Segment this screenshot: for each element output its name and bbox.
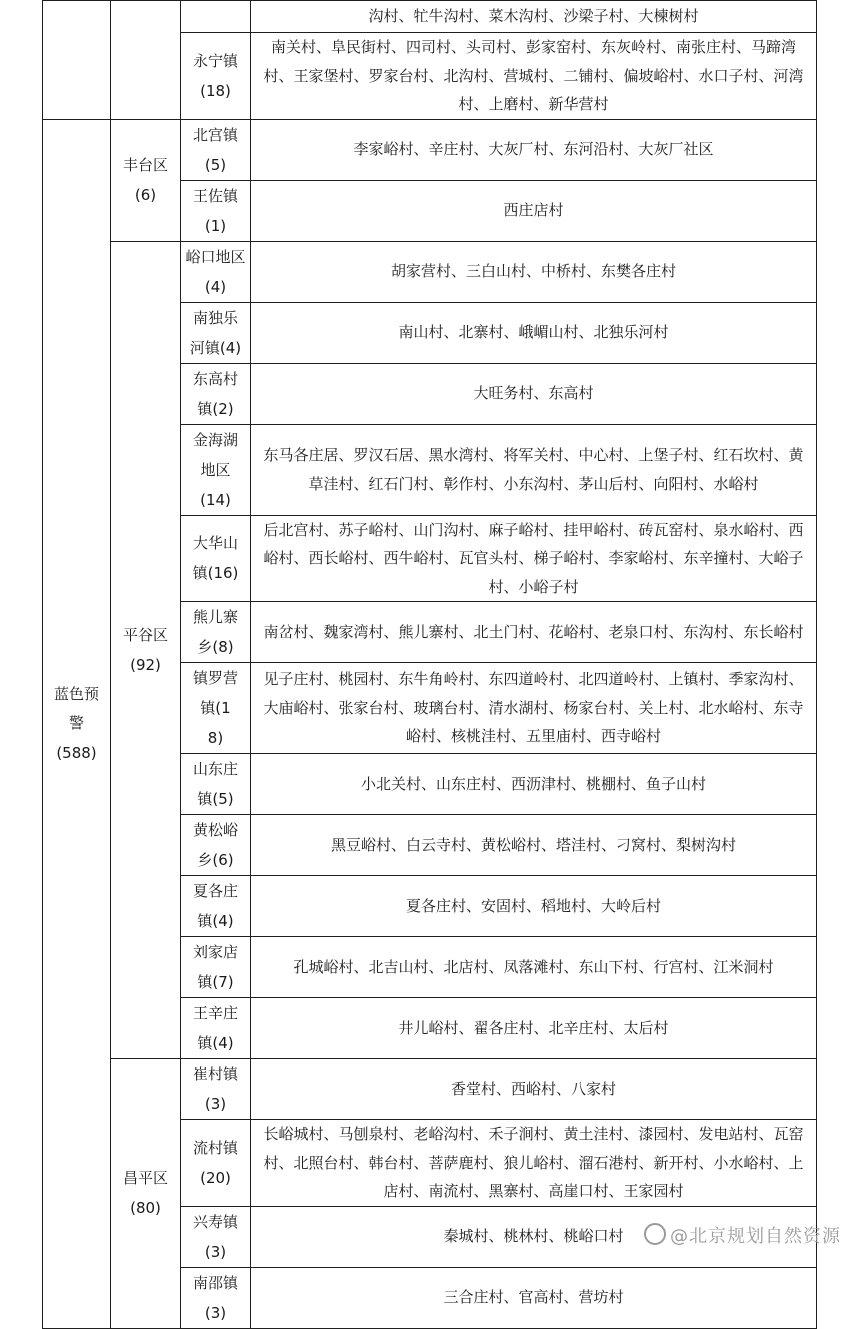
- village-list: 夏各庄村、安固村、稻地村、大岭后村: [251, 876, 817, 937]
- town-cell: [181, 754, 251, 815]
- town-cell: [181, 241, 251, 302]
- town-count: (20): [200, 1168, 231, 1187]
- district-count: (80): [130, 1199, 161, 1218]
- village-list: 大旺务村、东高村: [251, 363, 817, 424]
- district-count: (92): [130, 655, 161, 674]
- warning-level-cell: [43, 119, 111, 1328]
- town-cell: [181, 815, 251, 876]
- town-name: 北宫镇: [192, 125, 238, 144]
- district-name: 丰台区: [122, 156, 168, 174]
- town-cell: [181, 1267, 251, 1328]
- village-list: 长峪城村、马刨泉村、老峪沟村、禾子涧村、黄土洼村、漆园村、发电站村、瓦窑村、北照台村、韩台村、菩萨鹿村、狼儿峪村、溜石港村、新开村、小水峪村、上店村、南流村、黑寨村、高崖口村、王家园村: [251, 1120, 817, 1207]
- village-list: 李家峪村、辛庄村、大灰厂村、东河沿村、大灰厂社区: [251, 119, 817, 180]
- table-row: [43, 1, 817, 33]
- town-count: (3): [204, 1303, 227, 1322]
- village-list: 沟村、牤牛沟村、菜木沟村、沙梁子村、大楝树村: [251, 1, 817, 33]
- town-name: 镇罗营镇(18): [193, 669, 239, 747]
- town-name: 东高村镇(2): [193, 369, 239, 418]
- village-list: 黑豆峪村、白云寺村、黄松峪村、塔洼村、刁窝村、梨树沟村: [251, 815, 817, 876]
- watermark: [644, 1222, 841, 1248]
- town-name: 熊儿寨乡(8): [193, 608, 239, 656]
- watermark-logo-icon: [644, 1223, 666, 1245]
- town-cell: [181, 1120, 251, 1207]
- town-cell: [181, 424, 251, 515]
- warning-level-count: (588): [56, 743, 97, 762]
- village-list: 井儿峪村、翟各庄村、北辛庄村、太后村: [251, 998, 817, 1059]
- town-name: 金海湖地区: [193, 430, 239, 479]
- village-list: 见子庄村、桃园村、东牛角岭村、东四道岭村、北四道岭村、上镇村、季家沟村、大庙峪村、张家台村、玻璃台村、清水湖村、杨家台村、关上村、北水峪村、东寺峪村、核桃洼村、五里庙村、西寺峪村: [251, 663, 817, 754]
- town-name: 黄松峪乡(6): [193, 821, 239, 869]
- village-list: 东马各庄居、罗汉石居、黑水湾村、将军关村、中心村、上堡子村、红石坎村、黄草洼村、红石门村、彰作村、小东沟村、茅山后村、向阳村、水峪村: [251, 424, 817, 515]
- district-cell: [111, 1059, 181, 1329]
- town-count: (5): [204, 155, 227, 174]
- village-list: 香堂村、西峪村、八家村: [251, 1059, 817, 1120]
- town-name: 夏各庄镇(4): [193, 882, 239, 930]
- town-name: 山东庄镇(5): [193, 760, 239, 808]
- town-count: (14): [200, 490, 231, 509]
- town-cell: [181, 33, 251, 120]
- town-name: 南独乐河镇(4): [189, 308, 242, 357]
- town-cell: [181, 1059, 251, 1120]
- town-name: 崔村镇: [192, 1065, 238, 1083]
- warning-level-name: 蓝色预警: [54, 684, 100, 732]
- village-list: 后北宫村、苏子峪村、山门沟村、麻子峪村、挂甲峪村、砖瓦窑村、泉水峪村、西峪村、西长峪村、西牛峪村、瓦官头村、梯子峪村、李家峪村、东辛撞村、大峪子村、小峪子村: [251, 515, 817, 602]
- warning-table-page: [42, 0, 816, 1329]
- town-cell: [181, 180, 251, 241]
- town-cell: [181, 602, 251, 663]
- town-cell: [181, 937, 251, 998]
- village-list: 南关村、阜民街村、四司村、头司村、彭家窑村、东灰岭村、南张庄村、马蹄湾村、王家堡村、罗家台村、北沟村、营城村、二铺村、偏坡峪村、水口子村、河湾村、上磨村、新华营村: [251, 33, 817, 120]
- village-list: 胡家营村、三白山村、中桥村、东樊各庄村: [251, 241, 817, 302]
- village-list: 南岔村、魏家湾村、熊儿寨村、北土门村、花峪村、老泉口村、东沟村、东长峪村: [251, 602, 817, 663]
- district-cell-empty: [111, 1, 181, 120]
- village-list: 南山村、北寨村、峨嵋山村、北独乐河村: [251, 302, 817, 363]
- town-name: 流村镇: [192, 1138, 238, 1157]
- warning-cell-empty: [43, 1, 111, 120]
- town-cell: [181, 515, 251, 602]
- town-count: (3): [204, 1242, 227, 1261]
- town-name: 南邵镇: [192, 1273, 238, 1292]
- district-count: (6): [134, 186, 157, 204]
- village-list: 孔城峪村、北吉山村、北店村、凤落滩村、东山下村、行宫村、江米洞村: [251, 937, 817, 998]
- table-row: [43, 241, 817, 302]
- town-name: 王辛庄镇(4): [193, 1004, 239, 1052]
- village-list: 三合庄村、官高村、营坊村: [251, 1267, 817, 1328]
- town-name: 大华山镇(16): [192, 534, 239, 583]
- town-count: (1): [204, 216, 227, 235]
- district-cell: [111, 119, 181, 241]
- town-name: 兴寿镇: [192, 1212, 238, 1231]
- table-row: [43, 119, 817, 180]
- town-name: 刘家店镇(7): [193, 943, 239, 991]
- town-cell: [181, 663, 251, 754]
- table-row: [43, 1059, 817, 1120]
- town-cell: [181, 998, 251, 1059]
- district-name: 平谷区: [122, 625, 168, 644]
- town-cell-empty: [181, 1, 251, 33]
- district-cell: [111, 241, 181, 1059]
- village-list: 秦城村、桃林村、桃峪口村: [251, 1206, 817, 1267]
- town-cell: [181, 119, 251, 180]
- town-cell: [181, 1206, 251, 1267]
- town-name: 永宁镇: [192, 51, 238, 70]
- village-list: 小北关村、山东庄村、西沥津村、桃棚村、鱼子山村: [251, 754, 817, 815]
- village-warning-table: [42, 0, 817, 1329]
- town-count: (3): [204, 1095, 227, 1113]
- town-name: 王佐镇: [192, 186, 238, 205]
- town-cell: [181, 302, 251, 363]
- town-name: 峪口地区(4): [185, 247, 246, 296]
- town-cell: [181, 876, 251, 937]
- watermark-text: @北京规划自然资源: [670, 1226, 841, 1247]
- village-list: 西庄店村: [251, 180, 817, 241]
- town-cell: [181, 363, 251, 424]
- district-name: 昌平区: [122, 1169, 168, 1188]
- town-count: (18): [200, 81, 231, 100]
